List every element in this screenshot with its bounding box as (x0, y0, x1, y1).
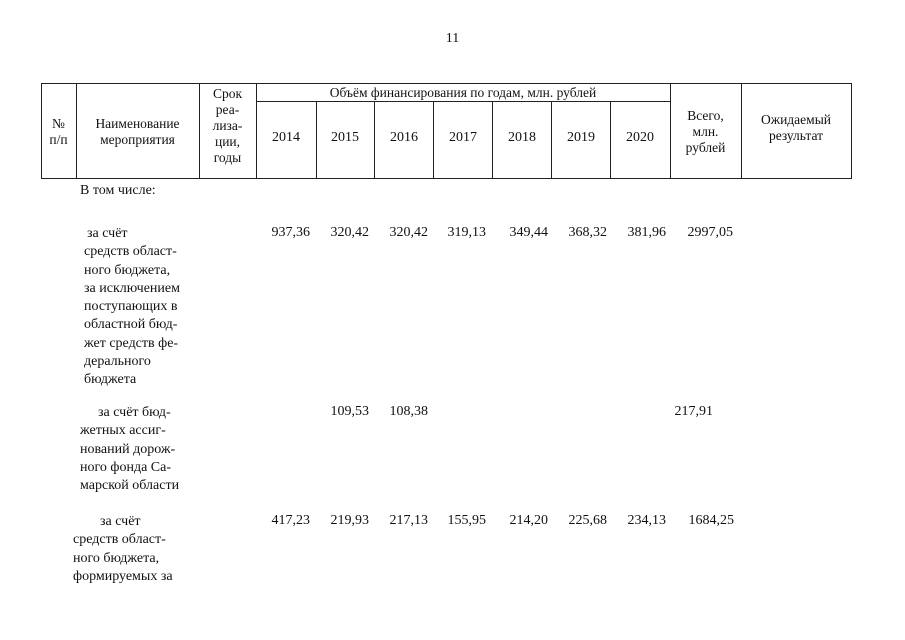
value-2017: 155,95 (447, 513, 486, 528)
value-2016: 108,38 (389, 404, 428, 419)
row-name: за счёт бюд- жетных ассиг- нований дорож- ного фонда Са- марской области (80, 405, 180, 494)
page-number: 11 (445, 31, 460, 46)
header-number: № п/п (49, 116, 68, 147)
header-year-2020: 2020 (626, 130, 654, 145)
value-total: 217,91 (674, 404, 713, 419)
value-2018: 349,44 (509, 225, 548, 240)
value-2020: 234,13 (627, 513, 666, 528)
value-2020: 381,96 (627, 225, 666, 240)
header-name: Наименование мероприятия (95, 116, 180, 147)
value-2014: 417,23 (271, 513, 310, 528)
row-name: за счёт средств област- ного бюджета, формируемых за (73, 514, 173, 584)
header-year-2019: 2019 (567, 130, 595, 145)
header-result: Ожидаемый результат (761, 112, 831, 143)
value-2016: 320,42 (389, 225, 428, 240)
header-total: Всего, млн. рублей (685, 108, 726, 155)
value-2019: 368,32 (568, 225, 607, 240)
header-year-2016: 2016 (390, 130, 418, 145)
header-year-2017: 2017 (449, 130, 477, 145)
header-year-2014: 2014 (272, 130, 300, 145)
value-total: 1684,25 (688, 513, 734, 528)
header-year-2015: 2015 (331, 130, 359, 145)
header-funding: Объём финансирования по годам, млн. рублей (329, 85, 597, 100)
value-2015: 219,93 (330, 513, 369, 528)
row-name: за счёт средств област- ного бюджета, за исключением поступающих в областной бюд- жет средств фе- дерального бюджета (84, 226, 180, 388)
value-2018: 214,20 (509, 513, 548, 528)
value-2015: 109,53 (330, 404, 369, 419)
subtitle: В том числе: (80, 183, 156, 198)
value-2016: 217,13 (389, 513, 428, 528)
value-2015: 320,42 (330, 225, 369, 240)
value-2017: 319,13 (447, 225, 486, 240)
value-2019: 225,68 (568, 513, 607, 528)
header-term: Срок реа- лиза- ции, годы (212, 86, 243, 165)
value-2014: 937,36 (271, 225, 310, 240)
value-total: 2997,05 (687, 225, 733, 240)
header-year-2018: 2018 (508, 130, 536, 145)
